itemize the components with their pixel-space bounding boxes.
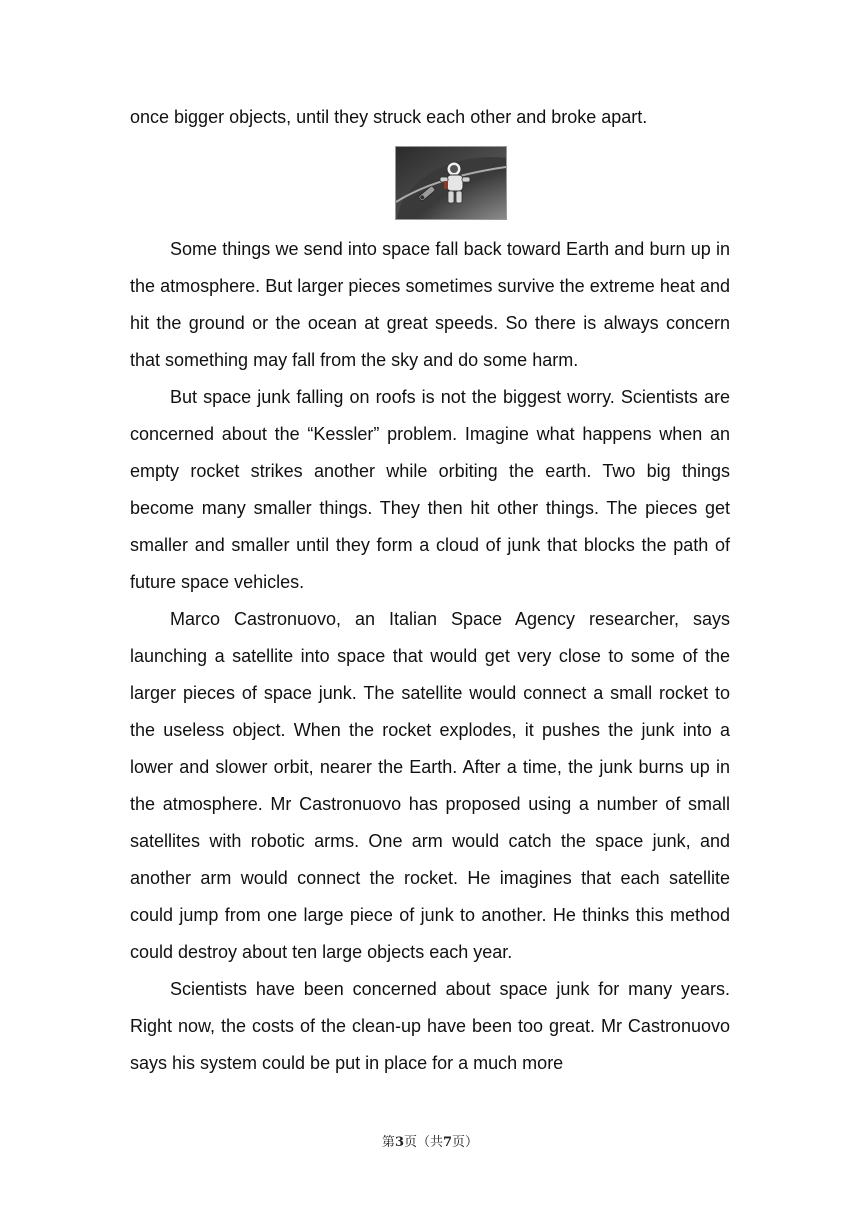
continuation-line: once bigger objects, until they struck each other and broke apart. [130,107,648,127]
paragraph: Some things we send into space fall back toward Earth and burn up in the atmosphere. But larger pieces sometimes survive the extreme heat and hit the ground or the ocean at great speeds. So there is always concern that something may fall from the sky and do some harm. [130,239,730,370]
astronaut-space-icon [396,147,506,219]
footer-middle: 页（共 [403,1135,443,1150]
astronaut-space-image [395,146,507,220]
paragraph: Scientists have been concerned about space junk for many years. Right now, the costs of the clean-up have been too great. Mr Castronuovo says his system could be put in place for a much more [130,979,730,1073]
page-footer [0,1131,860,1150]
page-number: 3 [394,1135,404,1150]
footer-prefix: 第 [381,1135,395,1150]
footer-suffix: 页） [452,1135,479,1150]
page-total: 7 [443,1135,453,1150]
article-body [130,231,730,1082]
paragraph: Marco Castronuovo, an Italian Space Agency researcher, says launching a satellite into space that would get very close to some of the larger pieces of space junk. The satellite would connect a small rocket to the useless object. When the rocket explodes, it pushes the junk into a lower and slower orbit, nearer the Earth. After a time, the junk burns up in the atmosphere. Mr Castronuovo has proposed using a number of small satellites with robotic arms. One arm would catch the space junk, and another arm would connect the rocket. He imagines that each satellite could jump from one large piece of junk to another. He thinks this method could destroy about ten large objects each year. [130,609,730,962]
paragraph: But space junk falling on roofs is not the biggest worry. Scientists are concerned about the “Kessler” problem. Imagine what happens when an empty rocket strikes another while orbiting the earth. Two big things become many smaller things. They then hit other things. The pieces get smaller and smaller until they form a cloud of junk that blocks the path of future space vehicles. [130,387,730,592]
